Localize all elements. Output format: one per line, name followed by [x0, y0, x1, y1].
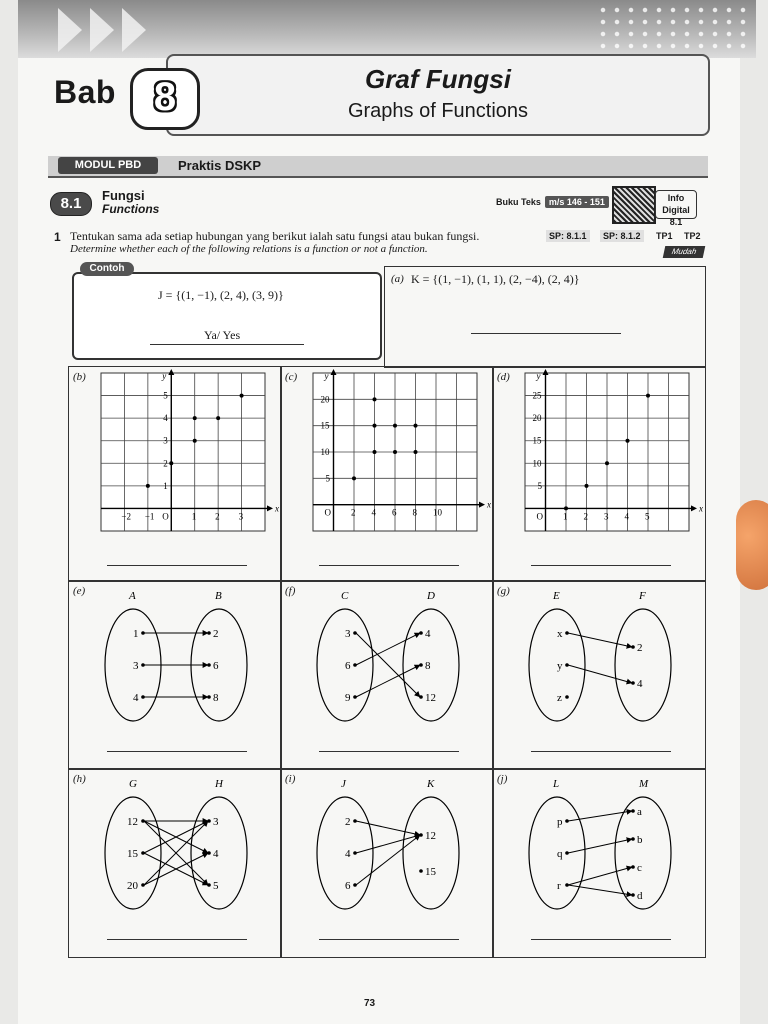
y-axis-label: y	[324, 371, 329, 381]
y-axis-arrow-icon	[331, 369, 337, 375]
title-box	[166, 54, 710, 136]
domain-element: 6	[345, 880, 351, 892]
chevron-decoration	[58, 8, 82, 52]
arrow-diagram-svg	[493, 769, 705, 957]
x-tick-label: 2	[583, 511, 588, 522]
codomain-set-name: D	[427, 590, 435, 602]
codomain-element: 12	[425, 692, 436, 704]
domain-element: p	[557, 816, 563, 828]
domain-element: 20	[127, 880, 138, 892]
codomain-element: 4	[637, 678, 643, 690]
y-tick-label: 20	[532, 413, 542, 424]
x-tick-label: 8	[412, 507, 417, 518]
codomain-ellipse	[615, 797, 671, 909]
arrow-diagram-svg	[69, 581, 281, 769]
codomain-ellipse	[403, 609, 459, 721]
part-a-cell	[384, 266, 706, 368]
example-answer-line	[150, 344, 304, 345]
graph-point	[352, 476, 356, 480]
x-tick-label: 5	[645, 511, 650, 522]
codomain-element: b	[637, 834, 643, 846]
graph-point	[564, 506, 568, 510]
codomain-element: 8	[425, 660, 431, 672]
part-a-label: (a)	[391, 273, 404, 285]
x-tick-label: 2	[351, 507, 356, 518]
answer-line[interactable]	[471, 333, 621, 334]
graph-point	[193, 416, 197, 420]
x-tick-label: 10	[433, 507, 442, 518]
chevron-decoration	[90, 8, 114, 52]
info-line-1: Info	[667, 193, 685, 203]
arrow-diagram-cell	[492, 580, 706, 770]
x-tick-label: 2	[215, 511, 220, 522]
graph-svg	[281, 367, 493, 581]
y-axis-label: y	[536, 371, 541, 381]
difficulty-badge: Mudah	[663, 246, 706, 258]
module-tag: MODUL PBD	[58, 157, 158, 174]
part-a-relation: K = {(1, −1), (1, 1), (2, −4), (2, 4)}	[411, 272, 580, 286]
graph-point	[414, 424, 418, 428]
textbook-reference	[496, 196, 609, 208]
mapping-arrow	[568, 867, 632, 885]
codomain-element: d	[637, 890, 643, 902]
domain-element: 6	[345, 660, 351, 672]
info-line-2: Digital 8.1	[662, 205, 690, 227]
module-bar	[48, 156, 708, 178]
x-axis-arrow-icon	[479, 502, 485, 508]
mapping-arrow	[356, 835, 420, 885]
graph-point	[169, 461, 173, 465]
y-tick-label: 25	[532, 390, 542, 401]
arrow-diagram-svg	[281, 581, 493, 769]
domain-element: 4	[345, 848, 351, 860]
graph-point	[373, 450, 377, 454]
x-tick-label: −2	[121, 511, 132, 522]
x-axis-label: x	[699, 503, 703, 514]
orange-object	[736, 500, 768, 590]
domain-set-name: E	[553, 590, 560, 602]
section-title-malay: Fungsi	[102, 188, 145, 203]
domain-element: q	[557, 848, 563, 860]
example-relation: J = {(1, −1), (2, 4), (3, 9)}	[158, 288, 284, 302]
textbook-pages: m/s 146 - 151	[545, 196, 609, 208]
answer-line[interactable]	[107, 565, 247, 566]
mapping-arrow	[356, 835, 420, 853]
graph-point	[193, 439, 197, 443]
codomain-ellipse	[403, 797, 459, 909]
arrow-part-label: (i)	[285, 773, 296, 785]
graph-point	[646, 394, 650, 398]
y-tick-label: 4	[163, 413, 168, 424]
codomain-element: 6	[213, 660, 219, 672]
graph-point	[373, 397, 377, 401]
y-axis-arrow-icon	[543, 369, 549, 375]
question-number: 1	[54, 230, 61, 244]
answer-line[interactable]	[107, 939, 247, 940]
example-answer: Ya/ Yes	[204, 328, 241, 342]
chapter-title-malay: Graf Fungsi	[365, 64, 511, 94]
codomain-set-name: H	[215, 778, 223, 790]
x-tick-label: 4	[371, 507, 376, 518]
chapter-label: Bab	[54, 74, 116, 110]
y-tick-label: 20	[320, 394, 330, 405]
answer-line[interactable]	[319, 751, 459, 752]
domain-element: r	[557, 880, 561, 892]
graph-part-label: (b)	[73, 371, 86, 383]
chapter-title-english: Graphs of Functions	[347, 100, 529, 122]
codomain-element: 2	[213, 628, 219, 640]
domain-set-name: C	[341, 590, 349, 602]
codomain-element: c	[637, 862, 642, 874]
arrow-diagram-svg	[281, 769, 493, 957]
codomain-element: 4	[213, 848, 219, 860]
graph-cell	[280, 366, 494, 582]
textbook-label: Buku Teks	[496, 197, 541, 207]
x-axis-label: x	[275, 503, 279, 514]
domain-set-name: A	[129, 590, 136, 602]
chevron-decoration	[122, 8, 146, 52]
codomain-dot	[419, 869, 423, 873]
x-tick-label: 1	[191, 511, 197, 522]
sp-badge-1: SP: 8.1.1	[546, 230, 590, 242]
x-axis-label: x	[487, 499, 491, 510]
domain-element: 1	[133, 628, 139, 640]
origin-label: O	[162, 511, 169, 522]
graph-point	[605, 461, 609, 465]
y-tick-label: 10	[532, 458, 542, 469]
domain-dot	[565, 695, 569, 699]
mapping-arrow	[568, 665, 632, 683]
dot-pattern	[596, 4, 746, 52]
section-number-badge: 8.1	[50, 192, 92, 216]
codomain-set-name: B	[215, 590, 222, 602]
x-tick-label: 6	[392, 507, 397, 518]
question-text-english: Determine whether each of the following relations is a function or not a function.	[70, 243, 428, 255]
section-title-english: Functions	[102, 202, 160, 216]
codomain-ellipse	[615, 609, 671, 721]
graph-svg	[493, 367, 705, 581]
codomain-element: 2	[637, 642, 643, 654]
mapping-arrow	[356, 633, 420, 665]
graph-point	[216, 416, 220, 420]
mapping-arrow	[568, 839, 632, 853]
codomain-element: 12	[425, 830, 436, 842]
header-banner	[18, 0, 756, 58]
domain-set-name: G	[129, 778, 137, 790]
domain-set-name: L	[553, 778, 560, 790]
domain-element: y	[557, 660, 563, 672]
domain-set-name: J	[341, 778, 346, 790]
x-axis-arrow-icon	[267, 505, 273, 511]
domain-element: 3	[345, 628, 351, 640]
mapping-arrow	[356, 821, 420, 835]
codomain-set-name: F	[639, 590, 646, 602]
answer-line[interactable]	[319, 565, 459, 566]
domain-element: z	[557, 692, 562, 704]
arrow-part-label: (h)	[73, 773, 86, 785]
graph-part-label: (c)	[285, 371, 298, 383]
answer-line[interactable]	[531, 565, 671, 566]
y-tick-label: 2	[163, 458, 168, 469]
y-tick-label: 15	[532, 435, 542, 446]
origin-label: O	[536, 511, 543, 522]
x-tick-label: 3	[238, 511, 244, 522]
graph-point	[585, 484, 589, 488]
domain-element: 15	[127, 848, 138, 860]
x-tick-label: 1	[563, 511, 568, 522]
y-tick-label: 5	[537, 480, 542, 491]
graph-point	[626, 439, 630, 443]
arrow-part-label: (j)	[497, 773, 508, 785]
domain-element: 4	[133, 692, 139, 704]
arrow-diagram-cell	[68, 768, 282, 958]
graph-point	[373, 424, 377, 428]
info-digital-tag	[655, 190, 697, 227]
graph-point	[414, 450, 418, 454]
x-tick-label: 3	[604, 511, 609, 522]
graph-cell	[492, 366, 706, 582]
arrow-diagram-cell	[280, 580, 494, 770]
y-tick-label: 10	[320, 447, 330, 457]
codomain-element: 3	[213, 816, 219, 828]
question-text-malay: Tentukan sama ada setiap hubungan yang berikut ialah satu fungsi atau bukan fungsi.	[70, 229, 480, 243]
x-tick-label: −1	[144, 511, 155, 522]
example-box	[72, 272, 382, 360]
arrow-part-label: (e)	[73, 585, 86, 597]
y-axis-arrow-icon	[168, 369, 174, 375]
page-number: 73	[364, 998, 376, 1009]
domain-element: 3	[133, 660, 139, 672]
arrow-part-label: (f)	[285, 585, 296, 597]
codomain-set-name: M	[639, 778, 649, 790]
chapter-number-badge: 8	[130, 68, 200, 130]
codomain-ellipse	[191, 797, 247, 909]
x-axis-arrow-icon	[691, 505, 697, 511]
mapping-arrow	[356, 633, 420, 697]
sp-badge-2: SP: 8.1.2	[600, 230, 644, 242]
mapping-arrow	[356, 665, 420, 697]
domain-element: 2	[345, 816, 351, 828]
codomain-element: 4	[425, 628, 431, 640]
domain-element: 9	[345, 692, 351, 704]
arrow-diagram-cell	[280, 768, 494, 958]
y-tick-label: 1	[163, 480, 168, 491]
y-tick-label: 5	[325, 473, 330, 484]
mapping-arrow	[568, 633, 632, 647]
arrow-diagram-svg	[69, 769, 281, 957]
codomain-set-name: K	[427, 778, 435, 790]
codomain-element: a	[637, 806, 642, 818]
answer-line[interactable]	[531, 939, 671, 940]
codomain-element: 15	[425, 866, 436, 878]
y-axis-label: y	[162, 371, 167, 381]
x-tick-label: 4	[624, 511, 629, 522]
module-name: Praktis DSKP	[178, 158, 262, 173]
graph-cell	[68, 366, 282, 582]
qr-code-icon[interactable]	[612, 186, 656, 224]
origin-label: O	[324, 507, 331, 518]
answer-line[interactable]	[531, 751, 671, 752]
example-tag: Contoh	[80, 262, 134, 276]
y-tick-label: 5	[163, 390, 168, 401]
answer-line[interactable]	[107, 751, 247, 752]
graph-svg	[69, 367, 281, 581]
domain-element: x	[557, 628, 563, 640]
tp-badge-1: TP1	[656, 231, 673, 241]
answer-line[interactable]	[319, 939, 459, 940]
arrow-part-label: (g)	[497, 585, 510, 597]
codomain-element: 8	[213, 692, 219, 704]
codomain-element: 5	[213, 880, 219, 892]
y-tick-label: 15	[320, 420, 330, 431]
domain-element: 12	[127, 816, 138, 828]
graph-part-label: (d)	[497, 371, 510, 383]
y-tick-label: 3	[163, 435, 168, 446]
graph-point	[240, 394, 244, 398]
arrow-diagram-cell	[68, 580, 282, 770]
graph-point	[393, 424, 397, 428]
arrow-diagram-cell	[492, 768, 706, 958]
arrow-diagram-svg	[493, 581, 705, 769]
graph-point	[393, 450, 397, 454]
graph-point	[146, 484, 150, 488]
tp-badge-2: TP2	[684, 231, 701, 241]
